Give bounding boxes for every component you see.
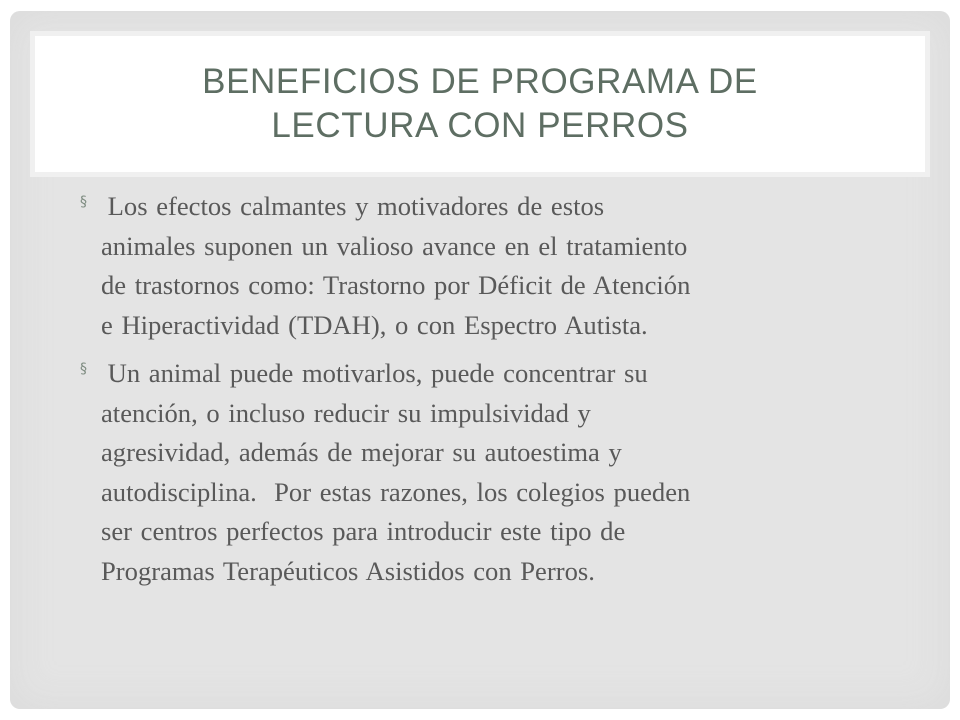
slide-title-line-2: LECTURA CON PERROS [271,106,689,145]
bullet-item-1 [80,187,920,345]
bullet-1-line-4: e Hiperactividad (TDAH), o con Espectro Autista. [101,309,648,340]
bullet-item-2 [80,354,920,591]
bullet-square-icon: § [80,194,87,210]
bullet-square-icon: § [80,361,87,377]
title-box [30,31,930,177]
bullet-1-line-2: animales suponen un valioso avance en el tratamiento [101,230,688,261]
slide-title [202,60,758,148]
bullet-2-line-4: autodisciplina. Por estas razones, los colegios pueden [101,476,691,507]
bullet-2-line-1: Un animal puede motivarlos, puede concentrar su [101,358,648,388]
bullet-2-line-6: Programas Terapéuticos Asistidos con Perros. [101,555,595,586]
bullet-2-line-3: agresividad, además de mejorar su autoestima y [101,437,622,467]
bullet-2-line-2: atención, o incluso reducir su impulsividad y [101,397,591,428]
bullet-2-line-5: ser centros perfectos para introducir este tipo de [101,516,626,546]
slide-content [80,187,920,600]
slide [10,11,950,709]
slide-title-line-1: BENEFICIOS DE PROGRAMA DE [202,62,758,101]
bullet-1-line-1: Los efectos calmantes y motivadores de estos [101,191,605,221]
bullet-1-line-3: de trastornos como: Trastorno por Déficit de Atención [101,270,691,300]
